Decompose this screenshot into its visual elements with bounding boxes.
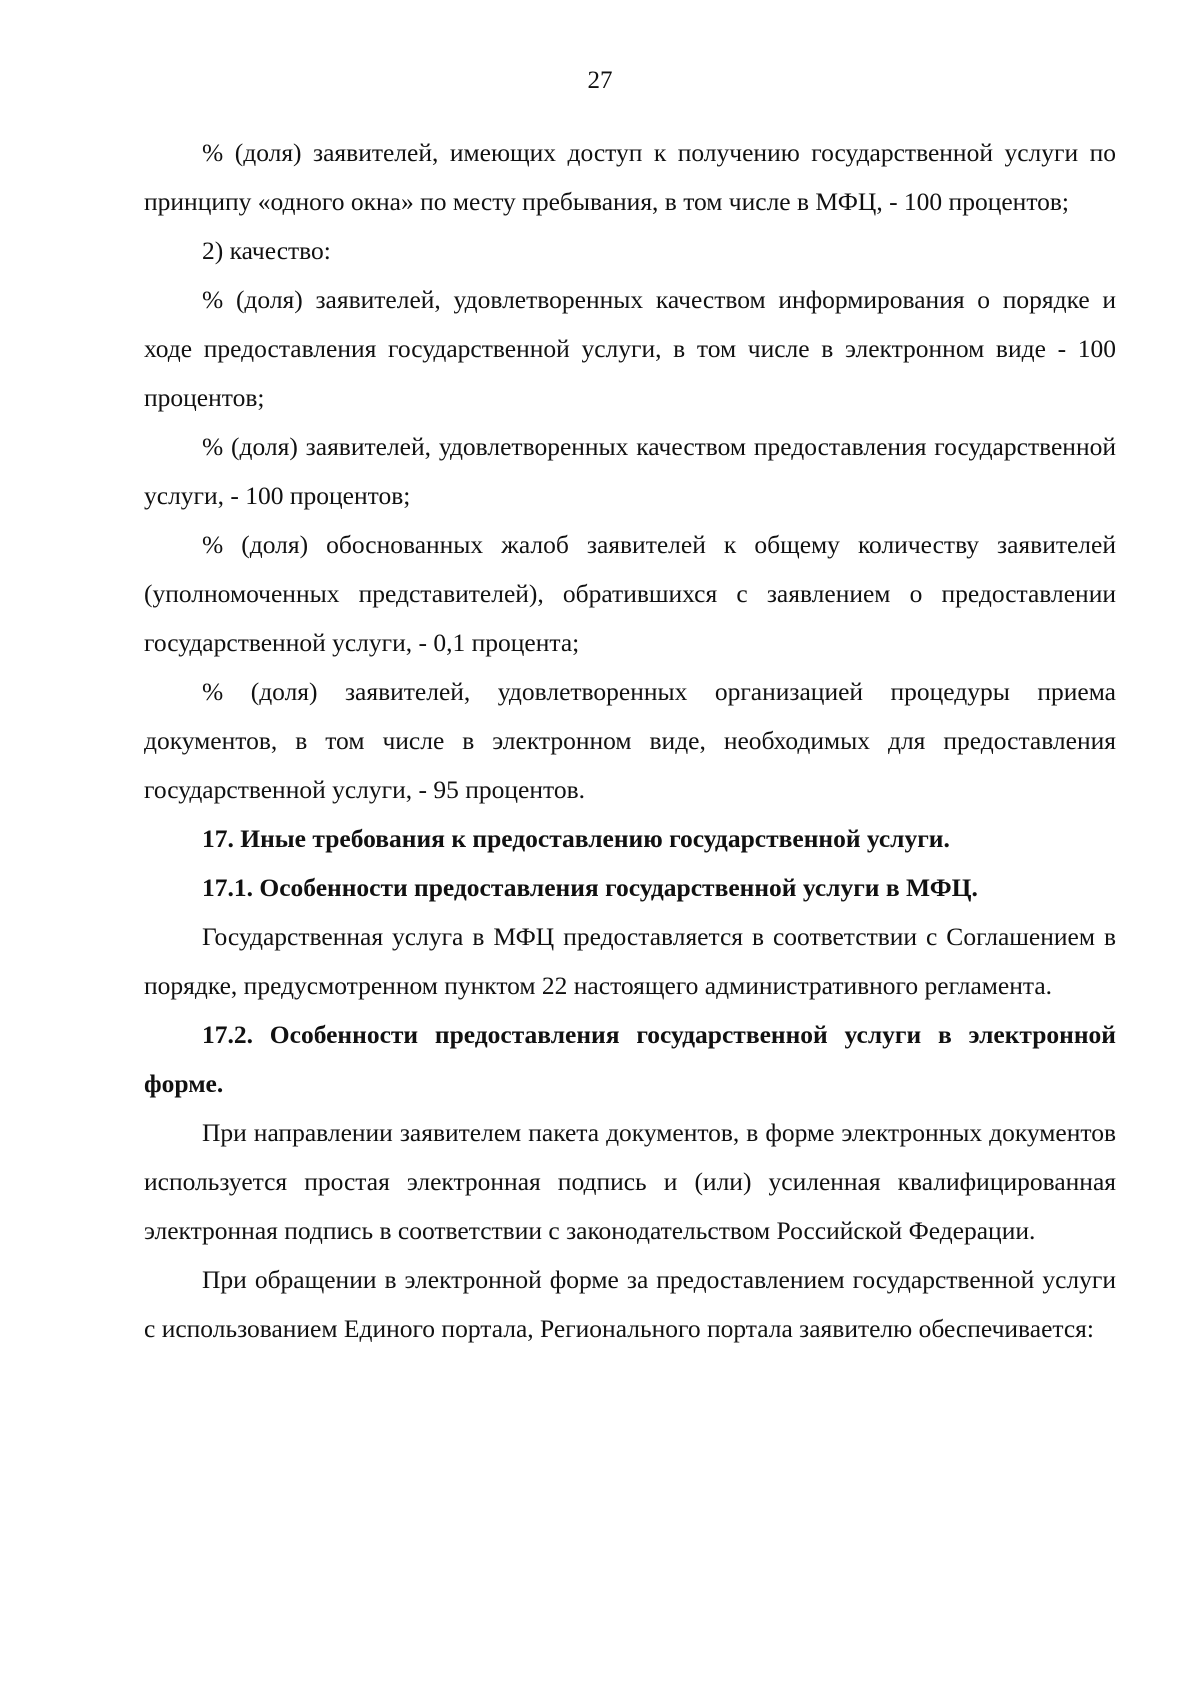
paragraph-document-intake: % (доля) заявителей, удовлетворенных организацией процедуры приема документов, в том числе в электронном виде, необходимых для предоставления государственной услуги, - 95 процентов. — [144, 677, 1116, 804]
paragraph-portal-request: При обращении в электронной форме за предоставлением государственной услуги с использованием Единого портала, Регионального портала заявителю обеспечивается: — [144, 1265, 1116, 1343]
section-heading-17: 17. Иные требования к предоставлению государственной услуги. — [202, 824, 950, 853]
paragraph-informing-quality: % (доля) заявителей, удовлетворенных качеством информирования о порядке и ходе предоставления государственной услуги, в том числе в электронном виде - 100 процентов; — [144, 285, 1116, 412]
paragraph-mfc-provision: Государственная услуга в МФЦ предоставляется в соответствии с Соглашением в порядке, предусмотренном пунктом 22 настоящего административного регламента. — [144, 922, 1116, 1000]
paragraph-service-quality: % (доля) заявителей, удовлетворенных качеством предоставления государственной услуги, - 100 процентов; — [144, 432, 1116, 510]
page-number: 27 — [587, 67, 613, 94]
paragraph-quality-heading: 2) качество: — [202, 236, 331, 265]
section-heading-17-1: 17.1. Особенности предоставления государственной услуги в МФЦ. — [202, 873, 978, 902]
document-body — [144, 128, 1116, 1353]
paragraph-complaints-share: % (доля) обоснованных жалоб заявителей к общему количеству заявителей (уполномоченных представителей), обратившихся с заявлением о предоставлении государственной услуги, - 0,1 процента; — [144, 530, 1116, 657]
section-heading-17-2: 17.2. Особенности предоставления государственной услуги в электронной форме. — [144, 1020, 1116, 1098]
paragraph-one-window-share: % (доля) заявителей, имеющих доступ к получению государственной услуги по принципу «одного окна» по месту пребывания, в том числе в МФЦ, - 100 процентов; — [144, 138, 1116, 216]
paragraph-electronic-signature: При направлении заявителем пакета документов, в форме электронных документов используется простая электронная подпись и (или) усиленная квалифицированная электронная подпись в соответствии с законодательством Российской Федерации. — [144, 1118, 1116, 1245]
